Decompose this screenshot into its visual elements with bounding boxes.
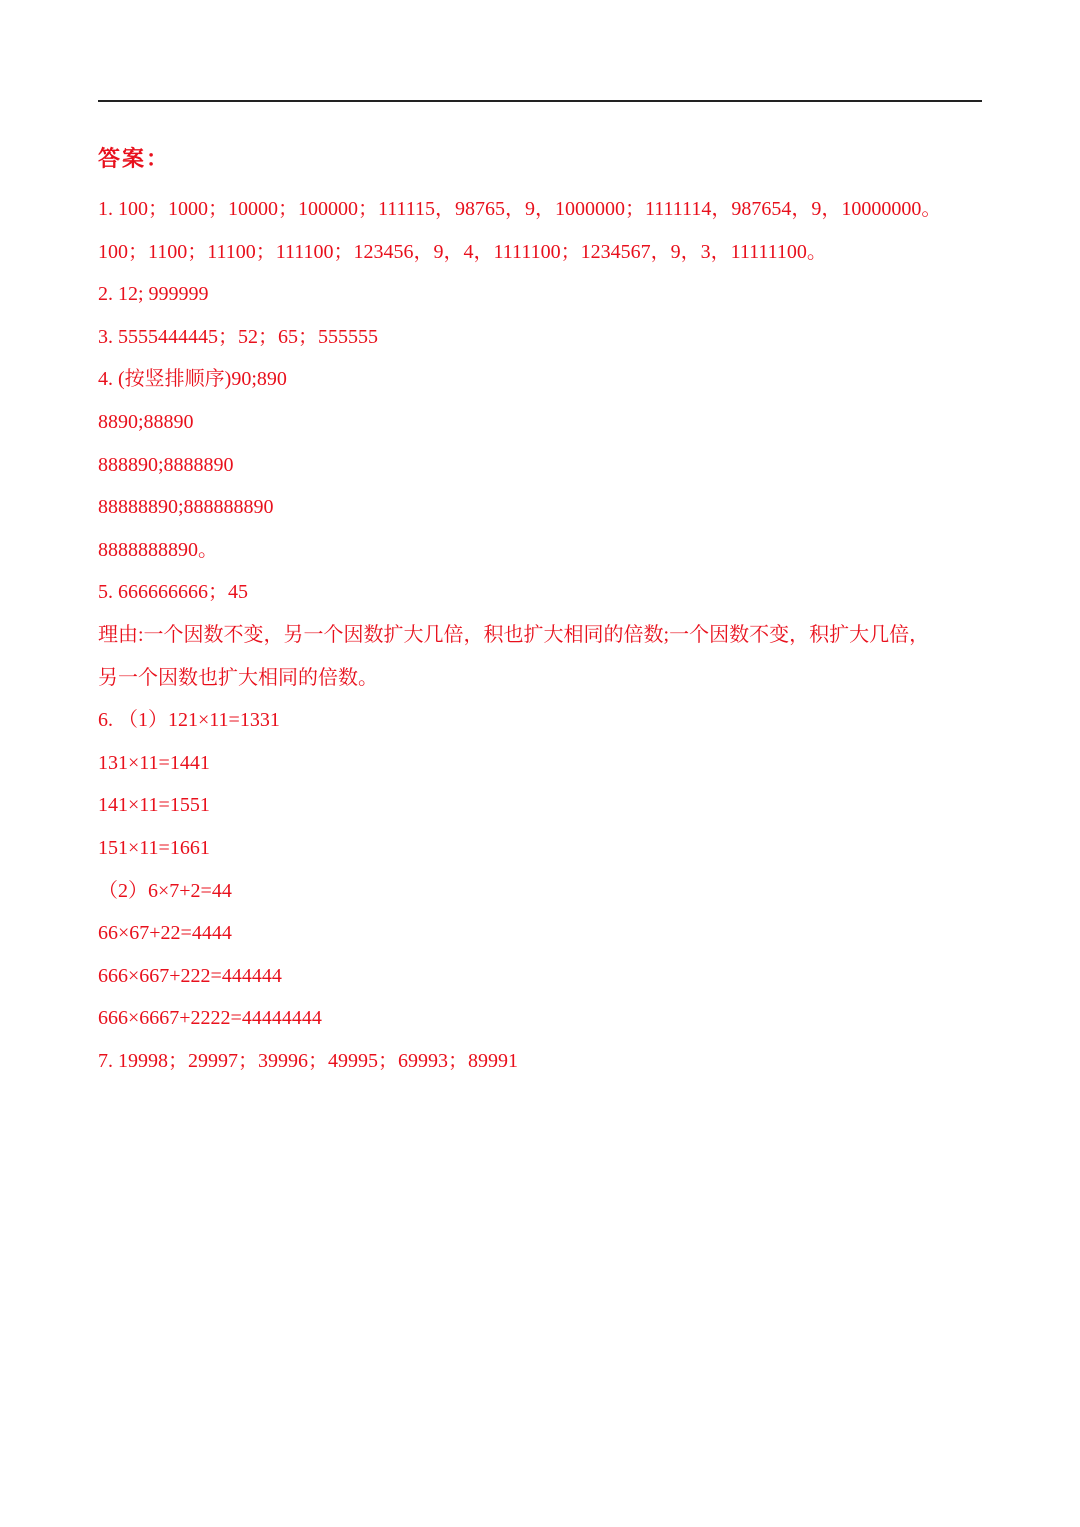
answer-line: 5. 666666666；45 xyxy=(98,581,248,604)
header-rule xyxy=(98,100,982,102)
answer-line: 7. 19998；29997；39996；49995；69993；89991 xyxy=(98,1049,518,1072)
answer-line: 2. 12; 999999 xyxy=(98,283,209,306)
answer-line: 88888890;888888890 xyxy=(98,496,274,519)
answer-line: 131×11=1441 xyxy=(98,751,210,774)
answer-line: 66×67+22=4444 xyxy=(98,922,232,945)
answer-line: 另一个因数也扩大相同的倍数。 xyxy=(98,666,378,689)
answer-line: 4. (按竖排顺序)90;890 xyxy=(98,368,287,391)
answer-line: 8888888890。 xyxy=(98,538,218,561)
answers-heading: 答案： xyxy=(98,146,171,171)
answer-line: 151×11=1661 xyxy=(98,836,210,859)
answer-line: （2）6×7+2=44 xyxy=(98,879,232,902)
answer-line: 100；1100；11100；111100；123456，9，4，1111100；1234567，9，3，11111100。 xyxy=(98,240,827,263)
answer-line: 666×667+222=444444 xyxy=(98,964,282,987)
answer-list xyxy=(98,192,998,1086)
answer-line: 1. 100；1000；10000；100000；111115，98765，9，1000000；1111114，987654，9，10000000。 xyxy=(98,198,942,220)
answer-line: 3. 5555444445；52；65；555555 xyxy=(98,325,378,348)
answer-line: 理由:一个因数不变，另一个因数扩大几倍，积也扩大相同的倍数;一个因数不变，积扩大几倍， xyxy=(98,623,930,646)
answer-line: 888890;8888890 xyxy=(98,453,234,476)
answer-line: 6. （1）121×11=1331 xyxy=(98,709,280,732)
answer-line: 666×6667+2222=44444444 xyxy=(98,1007,322,1030)
answer-line: 8890;88890 xyxy=(98,410,194,433)
answer-line: 141×11=1551 xyxy=(98,794,210,817)
